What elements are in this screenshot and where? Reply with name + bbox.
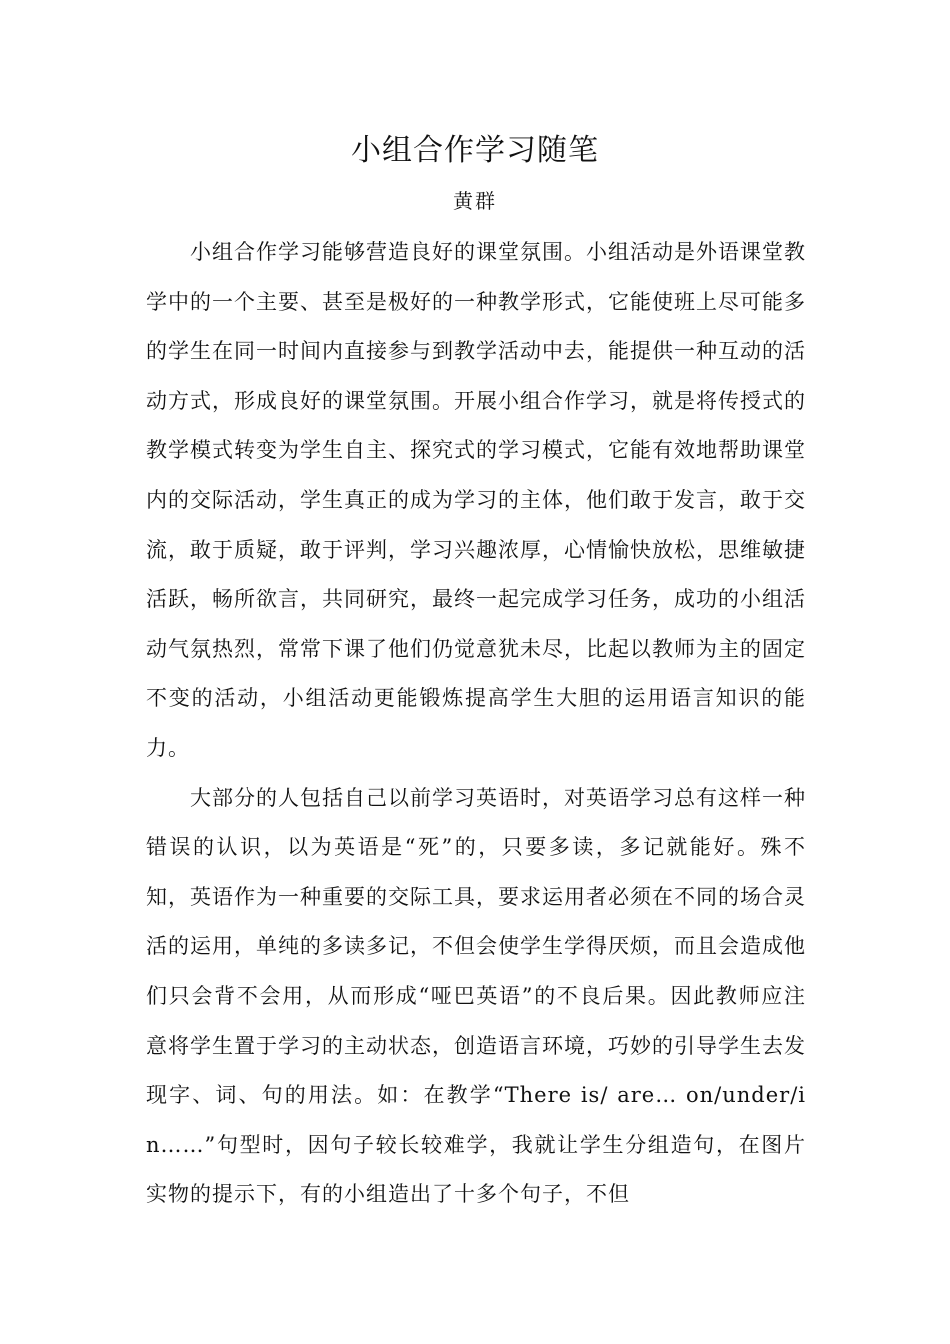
document-title: 小组合作学习随笔 (351, 133, 599, 168)
paragraph-1: 小组合作学习能够营造良好的课堂氛围。小组活动是外语课堂教学中的一个主要、甚至是极好的一种教学形式，它能使班上尽可能多的学生在同一时间内直接参与到教学活动中去，能提供一种互动的活动方式，形成良好的课堂氛围。开展小组合作学习，就是将传授式的教学模式转变为学生自主、探究式的学习模式，它能有效地帮助课堂内的交际活动，学生真正的成为学习的主体，他们敢于发言，敢于交流，敢于质疑，敢于评判，学习兴趣浓厚，心情愉快放松，思维敏捷活跃，畅所欲言，共同研究，最终一起完成学习任务，成功的小组活动气氛热烈，常常下课了他们仍觉意犹未尽，比起以教师为主的固定不变的活动，小组活动更能锻炼提高学生大胆的运用语言知识的能力。 (146, 240, 806, 760)
document-body (146, 228, 806, 1220)
document-author: 黄群 (453, 189, 497, 213)
paragraph-2: 大部分的人包括自己以前学习英语时，对英语学习总有这样一种错误的认识，以为英语是“死”的，只要多读，多记就能好。殊不知，英语作为一种重要的交际工具，要求运用者必须在不同的场合灵活的运用，单纯的多读多记，不但会使学生学得厌烦，而且会造成他们只会背不会用，从而形成“哑巴英语”的不良后果。因此教师应注意将学生置于学习的主动状态，创造语言环境，巧妙的引导学生去发现字、词、句的用法。如：在教学“There is/ are… on/under/in……”句型时，因句子较长较难学，我就让学生分组造句，在图片实物的提示下，有的小组造出了十多个句子，不但 (146, 785, 806, 1207)
